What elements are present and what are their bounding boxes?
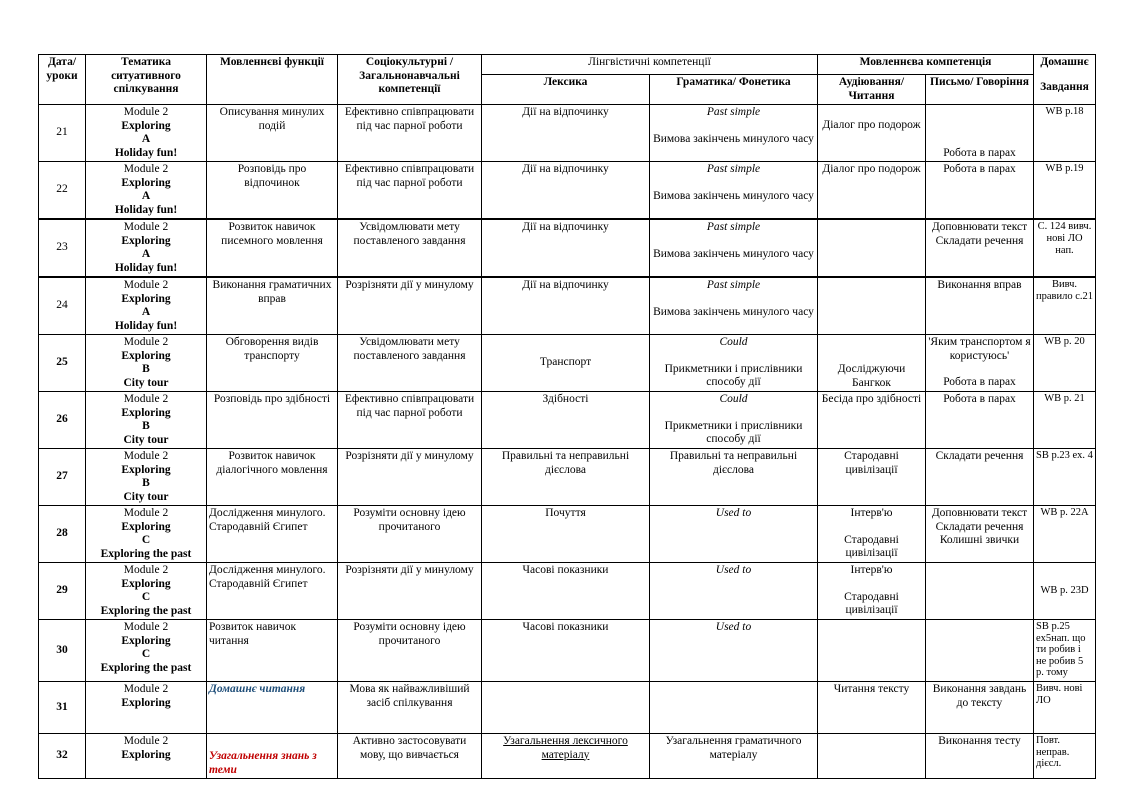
socio-cell: Активно застосовувати мову, що вивчається xyxy=(338,734,482,779)
lexis-cell: Часові показники xyxy=(482,620,650,682)
socio-cell: Ефективно співпрацювати під час парної роботи xyxy=(338,105,482,162)
lexis-cell: Дії на відпочинку xyxy=(482,162,650,220)
listening-cell: Діалог про подорож xyxy=(818,105,926,162)
grammar-cell: Used to xyxy=(650,506,818,563)
lexis-cell: Дії на відпочинку xyxy=(482,219,650,277)
socio-cell: Усвідомлювати мету поставленого завдання xyxy=(338,219,482,277)
homework-cell: Вивч. нові ЛО xyxy=(1034,682,1096,734)
homework-cell: WB p.18 xyxy=(1034,105,1096,162)
listening-cell xyxy=(818,219,926,277)
grammar-cell: Правильні та неправильні дієслова xyxy=(650,449,818,506)
header-sociocultural: Соціокультурні / Загальнонавчальні компетенції xyxy=(338,55,482,105)
lexis-cell: Правильні та неправильні дієслова xyxy=(482,449,650,506)
listening-cell: Діалог про подорож xyxy=(818,162,926,220)
header-grammar: Граматика/ Фонетика xyxy=(650,75,818,105)
table-row xyxy=(39,563,1096,620)
header-functions: Мовленнєві функції xyxy=(207,55,338,105)
lexis-cell: Дії на відпочинку xyxy=(482,105,650,162)
writing-cell: Робота в парах xyxy=(926,162,1034,220)
header-lexis: Лексика xyxy=(482,75,650,105)
table-row xyxy=(39,449,1096,506)
topic-cell: Module 2 Exploring A Holiday fun! xyxy=(86,162,207,220)
grammar-cell: Узагальнення граматичного матеріалу xyxy=(650,734,818,779)
grammar-cell: Could Прикметники і прислівники способу дії xyxy=(650,335,818,392)
topic-cell: Module 2 Exploring C Exploring the past xyxy=(86,563,207,620)
grammar-cell: Past simple Вимова закінчень минулого часу xyxy=(650,277,818,335)
function-cell: Розповідь про здібності xyxy=(207,392,338,449)
writing-cell: Виконання вправ xyxy=(926,277,1034,335)
lesson-number: 23 xyxy=(39,219,86,277)
header-speech: Мовленнєва компетенція xyxy=(818,55,1034,75)
header-linguistic: Лінгвістичні компетенції xyxy=(482,55,818,75)
header-writing: Письмо/ Говоріння xyxy=(926,75,1034,105)
writing-cell: Доповнювати текст Складати речення xyxy=(926,219,1034,277)
function-cell: Узагальнення знань з теми xyxy=(207,734,338,779)
lesson-plan-table xyxy=(38,54,1096,779)
writing-cell: Робота в парах xyxy=(926,392,1034,449)
topic-cell: Module 2 Exploring xyxy=(86,682,207,734)
table-row xyxy=(39,620,1096,682)
lesson-number: 28 xyxy=(39,506,86,563)
header-topic: Тематика ситуативного спілкування xyxy=(86,55,207,105)
header-homework xyxy=(1034,55,1096,105)
writing-cell: Виконання завдань до тексту xyxy=(926,682,1034,734)
function-cell: Розвиток навичок читання xyxy=(207,620,338,682)
table-row xyxy=(39,277,1096,335)
lexis-cell: Почуття xyxy=(482,506,650,563)
listening-cell: Стародавні цивілізації xyxy=(818,449,926,506)
listening-cell: Інтерв'ю Стародавні цивілізації xyxy=(818,506,926,563)
lesson-number: 27 xyxy=(39,449,86,506)
header-homework-bottom: Завдання xyxy=(1040,81,1089,93)
lesson-number: 21 xyxy=(39,105,86,162)
socio-cell: Мова як найважливіший засіб спілкування xyxy=(338,682,482,734)
lesson-number: 30 xyxy=(39,620,86,682)
lexis-cell: Здібності xyxy=(482,392,650,449)
writing-cell xyxy=(926,620,1034,682)
socio-cell: Розуміти основну ідею прочитаного xyxy=(338,506,482,563)
grammar-cell: Past simple Вимова закінчень минулого часу xyxy=(650,162,818,220)
table-row xyxy=(39,392,1096,449)
lesson-number: 22 xyxy=(39,162,86,220)
grammar-cell: Used to xyxy=(650,620,818,682)
lesson-number: 25 xyxy=(39,335,86,392)
writing-cell: 'Яким транспортом я користуюсь' Робота в парах xyxy=(926,335,1034,392)
socio-cell: Розуміти основну ідею прочитаного xyxy=(338,620,482,682)
function-cell: Описування минулих подій xyxy=(207,105,338,162)
listening-cell xyxy=(818,734,926,779)
socio-cell: Усвідомлювати мету поставленого завдання xyxy=(338,335,482,392)
homework-cell: Вивч. правило с.21 xyxy=(1034,277,1096,335)
table-row xyxy=(39,162,1096,220)
socio-cell: Ефективно співпрацювати під час парної роботи xyxy=(338,392,482,449)
lesson-number: 32 xyxy=(39,734,86,779)
homework-cell: WB p. 23D xyxy=(1034,563,1096,620)
function-cell: Дослідження минулого. Стародавній Єгипет xyxy=(207,506,338,563)
listening-cell xyxy=(818,620,926,682)
function-cell: Розвиток навичок діалогічного мовлення xyxy=(207,449,338,506)
function-cell: Домашнє читання xyxy=(207,682,338,734)
homework-cell: WB p.19 xyxy=(1034,162,1096,220)
writing-cell xyxy=(926,563,1034,620)
homework-cell: SB p.25 ex5нап. що ти робив і не робив 5 р. тому xyxy=(1034,620,1096,682)
topic-cell: Module 2 Exploring C Exploring the past xyxy=(86,506,207,563)
lexis-cell: Часові показники xyxy=(482,563,650,620)
lesson-number: 26 xyxy=(39,392,86,449)
socio-cell: Розрізняти дії у минулому xyxy=(338,563,482,620)
topic-cell: Module 2 Exploring A Holiday fun! xyxy=(86,277,207,335)
writing-cell: Доповнювати текст Складати речення Колишні звички xyxy=(926,506,1034,563)
socio-cell: Розрізняти дії у минулому xyxy=(338,449,482,506)
listening-cell: Читання тексту xyxy=(818,682,926,734)
table-row xyxy=(39,219,1096,277)
header-homework-top: Домашнє xyxy=(1040,56,1089,68)
listening-cell: Досліджуючи Бангкок xyxy=(818,335,926,392)
homework-cell: WB p. 21 xyxy=(1034,392,1096,449)
listening-cell xyxy=(818,277,926,335)
header-date: Дата/ уроки xyxy=(39,55,86,105)
topic-cell: Module 2 Exploring B City tour xyxy=(86,392,207,449)
lexis-cell: Транспорт xyxy=(482,335,650,392)
socio-cell: Ефективно співпрацювати під час парної роботи xyxy=(338,162,482,220)
function-cell: Розповідь про відпочинок xyxy=(207,162,338,220)
homework-cell: WB p. 20 xyxy=(1034,335,1096,392)
homework-cell: SB p.23 ex. 4 xyxy=(1034,449,1096,506)
lexis-cell xyxy=(482,682,650,734)
function-cell: Розвиток навичок писемного мовлення xyxy=(207,219,338,277)
lesson-number: 24 xyxy=(39,277,86,335)
grammar-cell: Used to xyxy=(650,563,818,620)
socio-cell: Розрізняти дії у минулому xyxy=(338,277,482,335)
topic-cell: Module 2 Exploring A Holiday fun! xyxy=(86,219,207,277)
topic-cell: Module 2 Exploring C Exploring the past xyxy=(86,620,207,682)
listening-cell: Інтерв'ю Стародавні цивілізації xyxy=(818,563,926,620)
grammar-cell: Past simple Вимова закінчень минулого часу xyxy=(650,219,818,277)
lesson-number: 29 xyxy=(39,563,86,620)
homework-cell: WB p. 22A xyxy=(1034,506,1096,563)
function-cell: Обговорення видів транспорту xyxy=(207,335,338,392)
table-row xyxy=(39,682,1096,734)
topic-cell: Module 2 Exploring A Holiday fun! xyxy=(86,105,207,162)
lexis-cell: Дії на відпочинку xyxy=(482,277,650,335)
writing-cell: Складати речення xyxy=(926,449,1034,506)
table-row xyxy=(39,734,1096,779)
topic-cell: Module 2 Exploring B City tour xyxy=(86,335,207,392)
grammar-cell xyxy=(650,682,818,734)
lesson-number: 31 xyxy=(39,682,86,734)
writing-cell: Робота в парах xyxy=(926,105,1034,162)
table-row xyxy=(39,506,1096,563)
topic-cell: Module 2 Exploring B City tour xyxy=(86,449,207,506)
grammar-cell: Past simple Вимова закінчень минулого часу xyxy=(650,105,818,162)
table-row xyxy=(39,105,1096,162)
function-cell: Дослідження минулого. Стародавній Єгипет xyxy=(207,563,338,620)
function-cell: Виконання граматичних вправ xyxy=(207,277,338,335)
homework-cell: Повт. неправ. дієсл. xyxy=(1034,734,1096,779)
grammar-cell: Could Прикметники і прислівники способу дії xyxy=(650,392,818,449)
table-row xyxy=(39,335,1096,392)
topic-cell: Module 2 Exploring xyxy=(86,734,207,779)
homework-cell: С. 124 вивч. нові ЛО нап. xyxy=(1034,219,1096,277)
writing-cell: Виконання тесту xyxy=(926,734,1034,779)
header-listening: Аудіювання/ Читання xyxy=(818,75,926,105)
listening-cell: Бесіда про здібності xyxy=(818,392,926,449)
lexis-cell: Узагальнення лексичного матеріалу xyxy=(482,734,650,779)
